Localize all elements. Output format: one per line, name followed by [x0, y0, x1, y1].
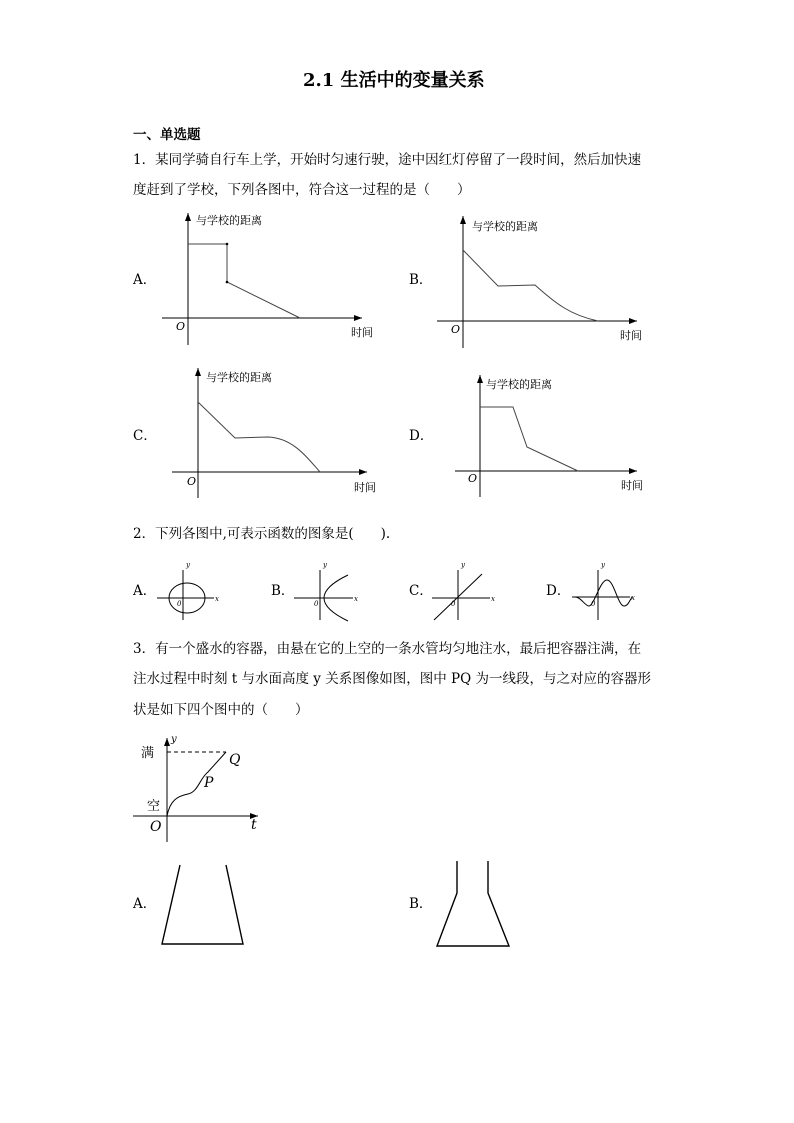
q2-option-a-label[interactable]: A． — [133, 583, 157, 599]
q3-full-label: 满 — [141, 746, 155, 761]
q3-empty-label: 空 — [147, 799, 161, 814]
q2-option-d-label[interactable]: D． — [546, 583, 571, 599]
q3-text-line2: 注水过程中时刻 t 与水面高度 y 关系图像如图，图中 PQ 为一线段，与之对应的容器形 — [133, 671, 651, 687]
q2-c-o: 0 — [451, 600, 456, 608]
q1-b-ylabel: 与学校的距离 — [472, 220, 538, 233]
q1-c-ylabel: 与学校的距离 — [206, 371, 272, 384]
q3-text-line1: 3．有一个盛水的容器，由悬在它的上空的一条水管均匀地注水，最后把容器注满，在 — [133, 641, 642, 657]
q3-t-label: t — [251, 817, 257, 833]
q2-text: 2．下列各图中,可表示函数的图象是( ). — [133, 526, 391, 542]
q1-b-xlabel: 时间 — [620, 329, 642, 342]
q3-option-a-label[interactable]: A． — [133, 896, 157, 912]
q2-b-y: y — [323, 561, 327, 569]
q1-c-origin: O — [187, 475, 197, 488]
q3-option-b-label[interactable]: B． — [409, 896, 433, 912]
q1-a-xlabel: 时间 — [351, 326, 373, 339]
q3-y-label: y — [171, 734, 177, 745]
q2-option-b-label[interactable]: B． — [271, 583, 295, 599]
q3-p-label: P — [204, 775, 214, 791]
q1-option-c-label[interactable]: C． — [133, 428, 157, 444]
q3-origin-label: O — [150, 819, 162, 835]
q2-b-o: 0 — [314, 600, 319, 608]
q1-d-origin: O — [468, 472, 478, 485]
q2-a-o: 0 — [177, 600, 182, 608]
q1-d-ylabel: 与学校的距离 — [486, 378, 552, 391]
q1-d-xlabel: 时间 — [621, 479, 643, 492]
q2-option-c-label[interactable]: C． — [409, 583, 433, 599]
q1-option-a-label[interactable]: A． — [133, 272, 157, 288]
q3-text-line3: 状是如下四个图中的（ ） — [133, 702, 309, 718]
q2-d-o: 0 — [591, 600, 596, 608]
q1-text-line2: 度赶到了学校，下列各图中，符合这一过程的是（ ） — [133, 182, 471, 198]
q1-a-origin: O — [176, 320, 186, 333]
q1-a-ylabel: 与学校的距离 — [196, 214, 262, 227]
q2-a-y: y — [186, 561, 190, 569]
q1-c-xlabel: 时间 — [354, 481, 376, 494]
q2-c-x: x — [491, 595, 495, 603]
section-heading: 一、单选题 — [133, 127, 201, 143]
q2-d-y: y — [601, 561, 605, 569]
q1-option-b-label[interactable]: B． — [409, 272, 433, 288]
q1-text-line1: 1．某同学骑自行车上学，开始时匀速行驶，途中因红灯停留了一段时间，然后加快速 — [133, 152, 642, 168]
q2-d-x: x — [631, 594, 635, 602]
q2-a-x: x — [215, 595, 219, 603]
q2-b-x: x — [354, 595, 358, 603]
q1-b-origin: O — [451, 323, 461, 336]
q3-q-label: Q — [229, 752, 241, 768]
page-title: 2.1 生活中的变量关系 — [303, 70, 485, 91]
q1-option-d-label[interactable]: D． — [409, 428, 434, 444]
q2-c-y: y — [461, 561, 465, 569]
